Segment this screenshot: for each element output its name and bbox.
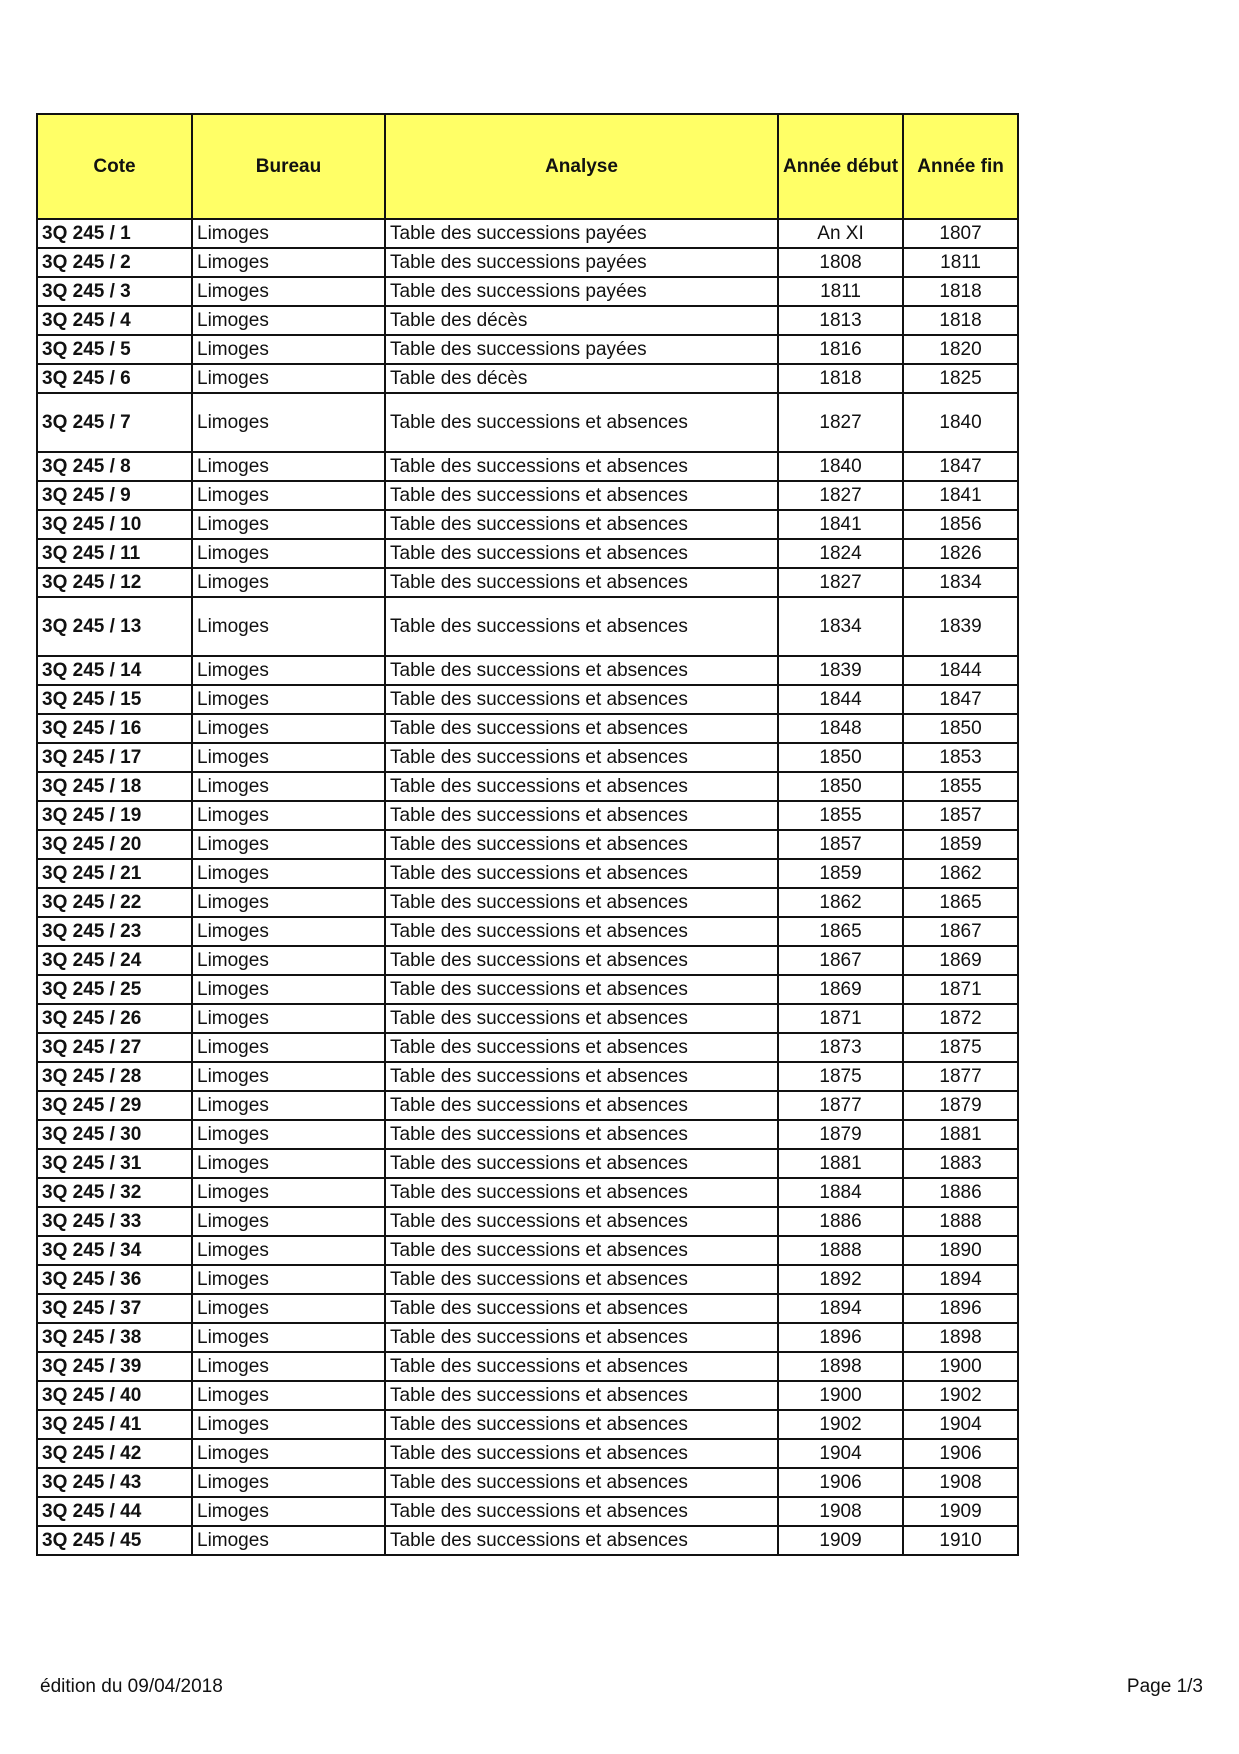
cell-cote: 3Q 245 / 13 [37, 597, 192, 656]
table-row [37, 1352, 1018, 1381]
cell-cote: 3Q 245 / 3 [37, 277, 192, 306]
cell-annee-fin: 1855 [903, 772, 1018, 801]
cell-annee-fin: 1898 [903, 1323, 1018, 1352]
cell-bureau: Limoges [192, 1294, 385, 1323]
cell-bureau: Limoges [192, 568, 385, 597]
cell-bureau: Limoges [192, 1033, 385, 1062]
cell-annee-fin: 1896 [903, 1294, 1018, 1323]
cell-annee-fin: 1894 [903, 1265, 1018, 1294]
cell-annee-debut: 1909 [778, 1526, 903, 1555]
cell-analyse: Table des décès [385, 364, 778, 393]
table-row [37, 364, 1018, 393]
cell-cote: 3Q 245 / 45 [37, 1526, 192, 1555]
cell-cote: 3Q 245 / 20 [37, 830, 192, 859]
table-row [37, 1265, 1018, 1294]
page-number: Page 1/3 [1126, 1676, 1203, 1697]
cell-cote: 3Q 245 / 24 [37, 946, 192, 975]
cell-bureau: Limoges [192, 743, 385, 772]
cell-bureau: Limoges [192, 917, 385, 946]
cell-annee-fin: 1875 [903, 1033, 1018, 1062]
cell-analyse: Table des successions et absences [385, 1091, 778, 1120]
cell-analyse: Table des successions et absences [385, 510, 778, 539]
table-row [37, 801, 1018, 830]
cell-cote: 3Q 245 / 25 [37, 975, 192, 1004]
cell-annee-fin: 1834 [903, 568, 1018, 597]
cell-cote: 3Q 245 / 1 [37, 219, 192, 248]
cell-annee-fin: 1857 [903, 801, 1018, 830]
cell-cote: 3Q 245 / 42 [37, 1439, 192, 1468]
cell-bureau: Limoges [192, 364, 385, 393]
cell-annee-debut: 1848 [778, 714, 903, 743]
cell-annee-fin: 1818 [903, 306, 1018, 335]
cell-cote: 3Q 245 / 29 [37, 1091, 192, 1120]
cell-annee-fin: 1818 [903, 277, 1018, 306]
cell-annee-debut: 1902 [778, 1410, 903, 1439]
cell-annee-fin: 1825 [903, 364, 1018, 393]
cell-bureau: Limoges [192, 597, 385, 656]
cell-cote: 3Q 245 / 27 [37, 1033, 192, 1062]
cell-analyse: Table des successions et absences [385, 597, 778, 656]
cell-annee-fin: 1807 [903, 219, 1018, 248]
cell-annee-fin: 1910 [903, 1526, 1018, 1555]
cell-annee-debut: 1904 [778, 1439, 903, 1468]
table-row [37, 1004, 1018, 1033]
cell-analyse: Table des successions et absences [385, 1236, 778, 1265]
cell-cote: 3Q 245 / 41 [37, 1410, 192, 1439]
column-header-bureau: Bureau [192, 114, 385, 219]
cell-analyse: Table des successions et absences [385, 1120, 778, 1149]
cell-annee-debut: 1875 [778, 1062, 903, 1091]
cell-cote: 3Q 245 / 16 [37, 714, 192, 743]
table-row [37, 1526, 1018, 1555]
cell-analyse: Table des successions et absences [385, 1410, 778, 1439]
cell-bureau: Limoges [192, 1265, 385, 1294]
cell-annee-debut: 1818 [778, 364, 903, 393]
cell-bureau: Limoges [192, 393, 385, 452]
cell-cote: 3Q 245 / 39 [37, 1352, 192, 1381]
table-row [37, 656, 1018, 685]
cell-annee-fin: 1856 [903, 510, 1018, 539]
cell-annee-debut: 1884 [778, 1178, 903, 1207]
cell-cote: 3Q 245 / 17 [37, 743, 192, 772]
cell-bureau: Limoges [192, 772, 385, 801]
table-row [37, 452, 1018, 481]
cell-analyse: Table des successions et absences [385, 888, 778, 917]
cell-bureau: Limoges [192, 1091, 385, 1120]
cell-annee-fin: 1908 [903, 1468, 1018, 1497]
cell-annee-debut: 1865 [778, 917, 903, 946]
table-row [37, 1381, 1018, 1410]
table-row [37, 888, 1018, 917]
cell-annee-fin: 1883 [903, 1149, 1018, 1178]
cell-annee-fin: 1853 [903, 743, 1018, 772]
cell-annee-fin: 1869 [903, 946, 1018, 975]
cell-annee-debut: 1888 [778, 1236, 903, 1265]
cell-analyse: Table des successions et absences [385, 1004, 778, 1033]
cell-annee-fin: 1886 [903, 1178, 1018, 1207]
column-header-annee-debut: Année début [778, 114, 903, 219]
table-row [37, 219, 1018, 248]
cell-annee-debut: 1871 [778, 1004, 903, 1033]
cell-annee-debut: 1844 [778, 685, 903, 714]
cell-annee-fin: 1820 [903, 335, 1018, 364]
cell-analyse: Table des successions et absences [385, 1207, 778, 1236]
cell-annee-fin: 1900 [903, 1352, 1018, 1381]
cell-bureau: Limoges [192, 1178, 385, 1207]
cell-cote: 3Q 245 / 18 [37, 772, 192, 801]
cell-bureau: Limoges [192, 830, 385, 859]
table-row [37, 1468, 1018, 1497]
cell-bureau: Limoges [192, 1149, 385, 1178]
cell-bureau: Limoges [192, 1497, 385, 1526]
cell-annee-fin: 1840 [903, 393, 1018, 452]
cell-analyse: Table des successions et absences [385, 772, 778, 801]
cell-cote: 3Q 245 / 11 [37, 539, 192, 568]
cell-annee-debut: 1906 [778, 1468, 903, 1497]
cell-annee-debut: 1894 [778, 1294, 903, 1323]
table-row [37, 277, 1018, 306]
cell-annee-debut: 1824 [778, 539, 903, 568]
cell-analyse: Table des successions payées [385, 335, 778, 364]
cell-analyse: Table des successions et absences [385, 1178, 778, 1207]
cell-bureau: Limoges [192, 1410, 385, 1439]
cell-cote: 3Q 245 / 34 [37, 1236, 192, 1265]
column-header-annee-fin: Année fin [903, 114, 1018, 219]
column-header-cote: Cote [37, 114, 192, 219]
cell-bureau: Limoges [192, 510, 385, 539]
cell-annee-debut: 1873 [778, 1033, 903, 1062]
cell-annee-fin: 1839 [903, 597, 1018, 656]
cell-bureau: Limoges [192, 1352, 385, 1381]
cell-annee-debut: 1811 [778, 277, 903, 306]
table-row [37, 1410, 1018, 1439]
table-row [37, 830, 1018, 859]
table-row [37, 1149, 1018, 1178]
cell-bureau: Limoges [192, 888, 385, 917]
cell-bureau: Limoges [192, 1120, 385, 1149]
cell-bureau: Limoges [192, 975, 385, 1004]
table-row [37, 772, 1018, 801]
table-row [37, 539, 1018, 568]
table-row [37, 1323, 1018, 1352]
table-row [37, 393, 1018, 452]
cell-cote: 3Q 245 / 19 [37, 801, 192, 830]
cell-cote: 3Q 245 / 43 [37, 1468, 192, 1497]
table-row [37, 1062, 1018, 1091]
cell-analyse: Table des décès [385, 306, 778, 335]
cell-analyse: Table des successions et absences [385, 1294, 778, 1323]
cell-analyse: Table des successions et absences [385, 656, 778, 685]
table-row [37, 597, 1018, 656]
cell-annee-fin: 1850 [903, 714, 1018, 743]
cell-cote: 3Q 245 / 23 [37, 917, 192, 946]
table-row [37, 975, 1018, 1004]
cell-annee-debut: 1896 [778, 1323, 903, 1352]
cell-bureau: Limoges [192, 452, 385, 481]
cell-annee-debut: 1892 [778, 1265, 903, 1294]
cell-cote: 3Q 245 / 7 [37, 393, 192, 452]
cell-analyse: Table des successions et absences [385, 568, 778, 597]
table-row [37, 1033, 1018, 1062]
cell-cote: 3Q 245 / 28 [37, 1062, 192, 1091]
table-row [37, 1207, 1018, 1236]
cell-bureau: Limoges [192, 1323, 385, 1352]
cell-analyse: Table des successions payées [385, 219, 778, 248]
cell-analyse: Table des successions et absences [385, 1149, 778, 1178]
cell-annee-debut: 1867 [778, 946, 903, 975]
cell-annee-debut: 1855 [778, 801, 903, 830]
cell-cote: 3Q 245 / 14 [37, 656, 192, 685]
cell-cote: 3Q 245 / 38 [37, 1323, 192, 1352]
header-row [37, 114, 1018, 219]
table-row [37, 1091, 1018, 1120]
cell-analyse: Table des successions et absences [385, 1497, 778, 1526]
cell-analyse: Table des successions et absences [385, 801, 778, 830]
table-row [37, 1236, 1018, 1265]
cell-annee-fin: 1865 [903, 888, 1018, 917]
cell-annee-fin: 1888 [903, 1207, 1018, 1236]
table-row [37, 714, 1018, 743]
cell-annee-fin: 1872 [903, 1004, 1018, 1033]
inventory-table [36, 113, 1019, 1556]
cell-annee-fin: 1871 [903, 975, 1018, 1004]
column-header-analyse: Analyse [385, 114, 778, 219]
cell-annee-fin: 1811 [903, 248, 1018, 277]
cell-cote: 3Q 245 / 40 [37, 1381, 192, 1410]
cell-annee-fin: 1826 [903, 539, 1018, 568]
cell-analyse: Table des successions et absences [385, 481, 778, 510]
cell-annee-fin: 1904 [903, 1410, 1018, 1439]
cell-annee-debut: 1850 [778, 772, 903, 801]
cell-bureau: Limoges [192, 219, 385, 248]
cell-bureau: Limoges [192, 306, 385, 335]
cell-cote: 3Q 245 / 2 [37, 248, 192, 277]
cell-cote: 3Q 245 / 33 [37, 1207, 192, 1236]
cell-bureau: Limoges [192, 481, 385, 510]
cell-analyse: Table des successions et absences [385, 830, 778, 859]
cell-annee-debut: 1900 [778, 1381, 903, 1410]
cell-annee-fin: 1867 [903, 917, 1018, 946]
table-row [37, 335, 1018, 364]
cell-bureau: Limoges [192, 801, 385, 830]
cell-cote: 3Q 245 / 5 [37, 335, 192, 364]
cell-analyse: Table des successions et absences [385, 1381, 778, 1410]
cell-bureau: Limoges [192, 1062, 385, 1091]
cell-annee-debut: 1862 [778, 888, 903, 917]
cell-analyse: Table des successions et absences [385, 1033, 778, 1062]
cell-analyse: Table des successions et absences [385, 714, 778, 743]
cell-annee-debut: 1841 [778, 510, 903, 539]
cell-annee-debut: 1827 [778, 393, 903, 452]
cell-annee-fin: 1906 [903, 1439, 1018, 1468]
cell-annee-fin: 1890 [903, 1236, 1018, 1265]
cell-analyse: Table des successions et absences [385, 1323, 778, 1352]
cell-analyse: Table des successions et absences [385, 1352, 778, 1381]
cell-cote: 3Q 245 / 26 [37, 1004, 192, 1033]
cell-annee-debut: 1834 [778, 597, 903, 656]
cell-annee-debut: 1857 [778, 830, 903, 859]
cell-analyse: Table des successions payées [385, 277, 778, 306]
table-row [37, 743, 1018, 772]
table-row [37, 946, 1018, 975]
table-row [37, 568, 1018, 597]
table-row [37, 306, 1018, 335]
cell-cote: 3Q 245 / 30 [37, 1120, 192, 1149]
cell-analyse: Table des successions payées [385, 248, 778, 277]
cell-analyse: Table des successions et absences [385, 1468, 778, 1497]
cell-analyse: Table des successions et absences [385, 743, 778, 772]
cell-annee-debut: 1808 [778, 248, 903, 277]
cell-bureau: Limoges [192, 248, 385, 277]
cell-annee-debut: 1898 [778, 1352, 903, 1381]
cell-bureau: Limoges [192, 656, 385, 685]
cell-analyse: Table des successions et absences [385, 452, 778, 481]
table-row [37, 1439, 1018, 1468]
cell-cote: 3Q 245 / 12 [37, 568, 192, 597]
cell-bureau: Limoges [192, 277, 385, 306]
cell-bureau: Limoges [192, 1526, 385, 1555]
cell-annee-fin: 1847 [903, 452, 1018, 481]
cell-annee-debut: 1813 [778, 306, 903, 335]
cell-annee-debut: 1840 [778, 452, 903, 481]
cell-cote: 3Q 245 / 44 [37, 1497, 192, 1526]
cell-analyse: Table des successions et absences [385, 859, 778, 888]
cell-annee-fin: 1879 [903, 1091, 1018, 1120]
cell-cote: 3Q 245 / 4 [37, 306, 192, 335]
cell-bureau: Limoges [192, 1004, 385, 1033]
cell-analyse: Table des successions et absences [385, 539, 778, 568]
cell-bureau: Limoges [192, 335, 385, 364]
table-row [37, 1294, 1018, 1323]
cell-annee-debut: 1827 [778, 568, 903, 597]
cell-analyse: Table des successions et absences [385, 1526, 778, 1555]
cell-bureau: Limoges [192, 1468, 385, 1497]
table-row [37, 1497, 1018, 1526]
cell-annee-debut: 1886 [778, 1207, 903, 1236]
cell-cote: 3Q 245 / 37 [37, 1294, 192, 1323]
cell-annee-fin: 1844 [903, 656, 1018, 685]
cell-annee-debut: 1881 [778, 1149, 903, 1178]
cell-annee-fin: 1877 [903, 1062, 1018, 1091]
table-row [37, 1120, 1018, 1149]
cell-cote: 3Q 245 / 36 [37, 1265, 192, 1294]
cell-annee-debut: 1827 [778, 481, 903, 510]
cell-annee-fin: 1859 [903, 830, 1018, 859]
cell-analyse: Table des successions et absences [385, 1439, 778, 1468]
cell-bureau: Limoges [192, 946, 385, 975]
table-body [37, 219, 1018, 1555]
cell-bureau: Limoges [192, 859, 385, 888]
cell-bureau: Limoges [192, 714, 385, 743]
cell-bureau: Limoges [192, 539, 385, 568]
cell-annee-debut: An XI [778, 219, 903, 248]
table-row [37, 510, 1018, 539]
cell-analyse: Table des successions et absences [385, 393, 778, 452]
cell-bureau: Limoges [192, 685, 385, 714]
cell-annee-debut: 1869 [778, 975, 903, 1004]
table-row [37, 481, 1018, 510]
edition-date: édition du 09/04/2018 [40, 1676, 223, 1697]
cell-analyse: Table des successions et absences [385, 946, 778, 975]
cell-cote: 3Q 245 / 32 [37, 1178, 192, 1207]
table-row [37, 917, 1018, 946]
cell-annee-fin: 1909 [903, 1497, 1018, 1526]
cell-analyse: Table des successions et absences [385, 917, 778, 946]
table-row [37, 685, 1018, 714]
cell-annee-fin: 1841 [903, 481, 1018, 510]
cell-annee-debut: 1839 [778, 656, 903, 685]
cell-cote: 3Q 245 / 10 [37, 510, 192, 539]
cell-annee-debut: 1816 [778, 335, 903, 364]
cell-annee-debut: 1859 [778, 859, 903, 888]
table-row [37, 248, 1018, 277]
cell-annee-fin: 1881 [903, 1120, 1018, 1149]
cell-cote: 3Q 245 / 9 [37, 481, 192, 510]
cell-cote: 3Q 245 / 21 [37, 859, 192, 888]
cell-annee-debut: 1908 [778, 1497, 903, 1526]
cell-cote: 3Q 245 / 22 [37, 888, 192, 917]
cell-cote: 3Q 245 / 8 [37, 452, 192, 481]
cell-annee-fin: 1862 [903, 859, 1018, 888]
cell-annee-fin: 1902 [903, 1381, 1018, 1410]
cell-cote: 3Q 245 / 15 [37, 685, 192, 714]
cell-annee-debut: 1879 [778, 1120, 903, 1149]
cell-bureau: Limoges [192, 1439, 385, 1468]
table-row [37, 859, 1018, 888]
cell-bureau: Limoges [192, 1236, 385, 1265]
cell-analyse: Table des successions et absences [385, 1062, 778, 1091]
table-row [37, 1178, 1018, 1207]
cell-cote: 3Q 245 / 6 [37, 364, 192, 393]
cell-bureau: Limoges [192, 1381, 385, 1410]
cell-bureau: Limoges [192, 1207, 385, 1236]
cell-analyse: Table des successions et absences [385, 1265, 778, 1294]
cell-cote: 3Q 245 / 31 [37, 1149, 192, 1178]
cell-analyse: Table des successions et absences [385, 685, 778, 714]
cell-annee-debut: 1850 [778, 743, 903, 772]
cell-annee-fin: 1847 [903, 685, 1018, 714]
cell-annee-debut: 1877 [778, 1091, 903, 1120]
cell-analyse: Table des successions et absences [385, 975, 778, 1004]
